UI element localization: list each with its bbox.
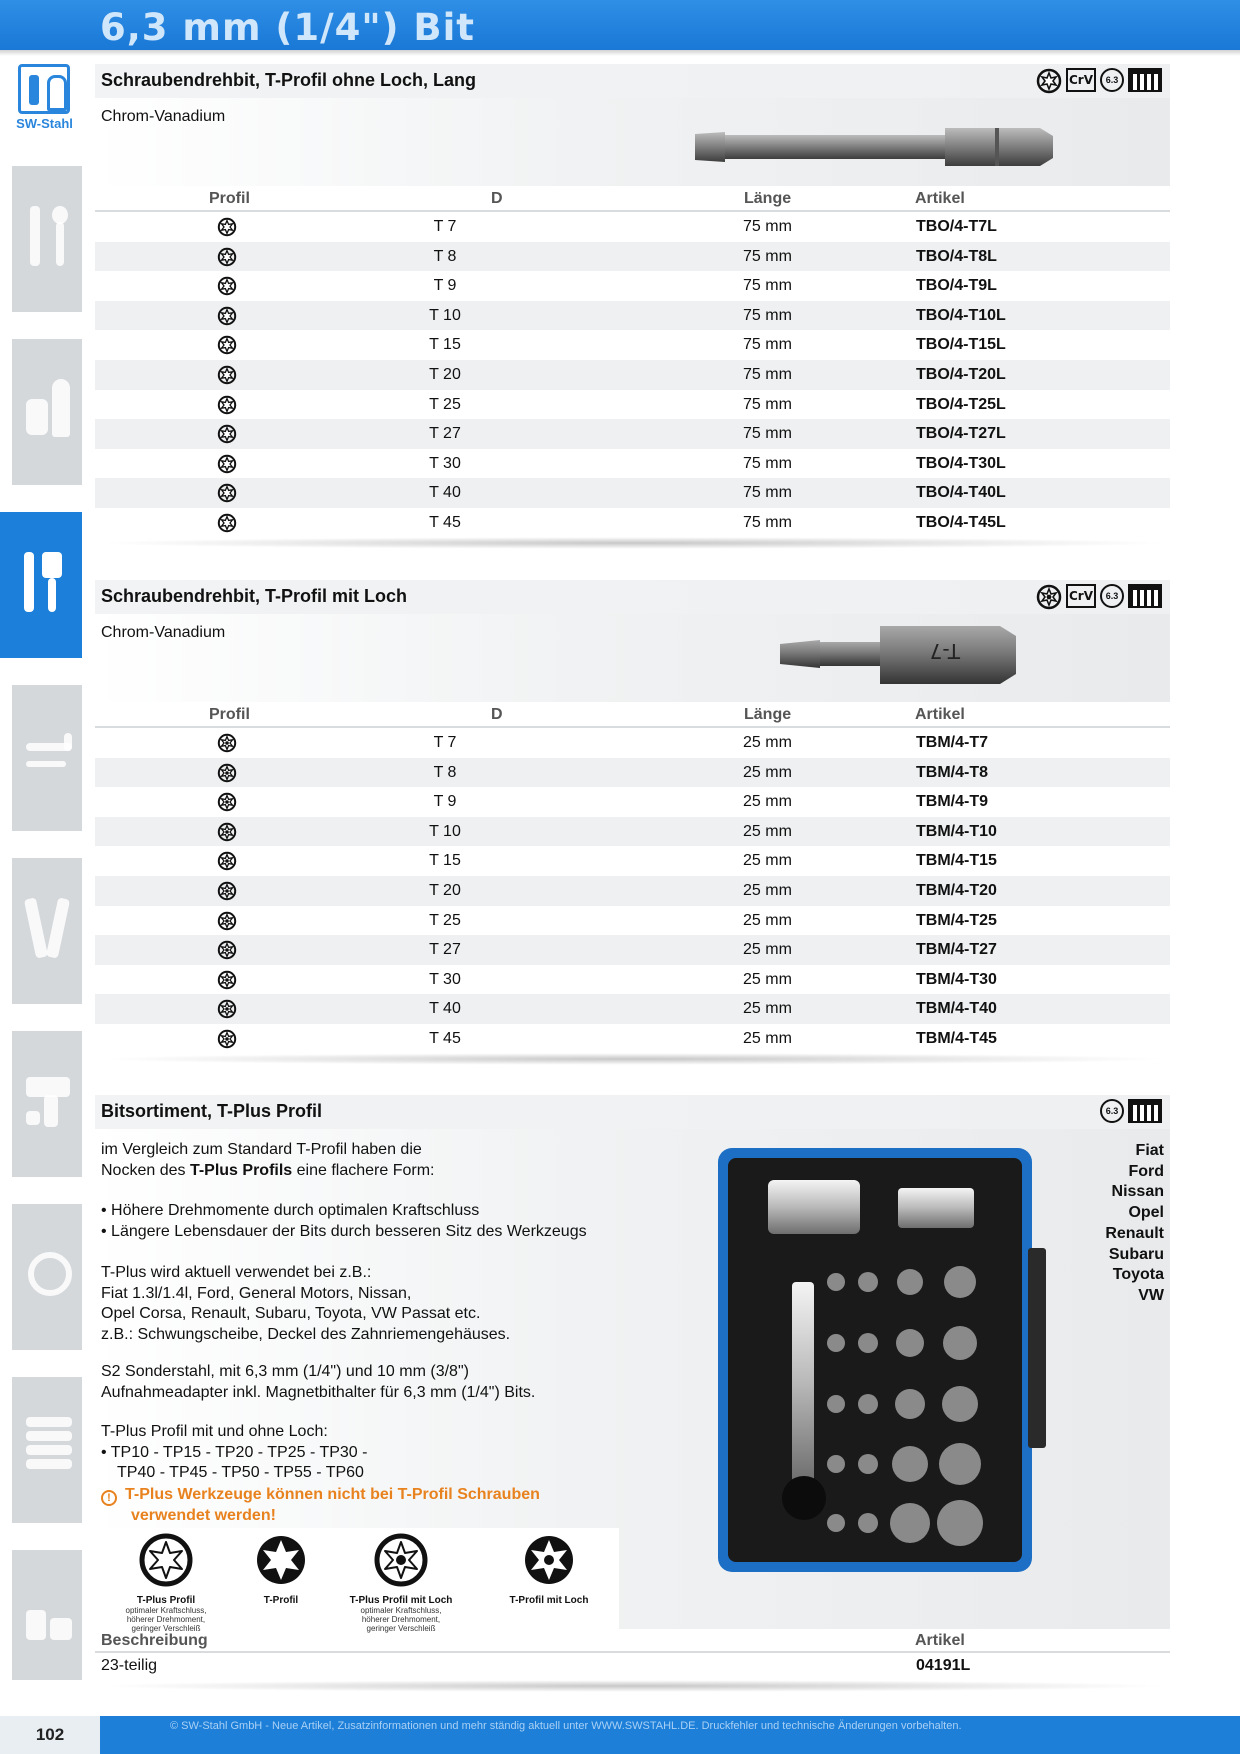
- cell-laenge: 25 mm: [743, 822, 792, 840]
- hex-6-3-icon: 6.3: [1100, 1099, 1124, 1123]
- sidebar-tab-hex-keys[interactable]: [12, 685, 82, 831]
- cell-artikel: TBO/4-T25L: [916, 395, 1006, 413]
- cell-d: T 40: [429, 1000, 461, 1018]
- section-title: Schraubendrehbit, T-Profil mit Loch: [101, 586, 408, 606]
- cell-laenge: 25 mm: [743, 852, 792, 870]
- cell-artikel: TBM/4-T40: [916, 1000, 997, 1018]
- list-item: Renault: [1105, 1224, 1164, 1242]
- torque-icon: [26, 1244, 72, 1304]
- profile-comparison: [101, 1528, 619, 1632]
- section-divider: [95, 537, 1170, 549]
- cell-laenge: 75 mm: [743, 366, 792, 383]
- col-artikel: Artikel: [915, 190, 965, 207]
- torx-icon: [217, 247, 237, 267]
- hex-key-icon: [26, 725, 72, 785]
- section-title: Bitsortiment, T-Plus Profil: [101, 1101, 323, 1121]
- cell-artikel: TBM/4-T30: [916, 970, 997, 988]
- cell-d: T 9: [433, 277, 457, 295]
- warning-icon: !: [101, 1490, 117, 1506]
- list-item: Toyota: [1112, 1266, 1164, 1284]
- torx-hole-icon: [217, 911, 237, 931]
- cell-artikel: TBM/4-T9: [916, 793, 988, 811]
- warning-note: ! T-Plus Werkzeuge können nicht bei T-Profil Schrauben verwendet werden!: [101, 1485, 540, 1526]
- cell-artikel: TBM/4-T15: [916, 852, 997, 870]
- torx-hole-icon: [217, 733, 237, 753]
- cell-laenge: 75 mm: [743, 247, 792, 265]
- table-row: [95, 1653, 1170, 1679]
- crv-icon: CrV: [1066, 68, 1096, 92]
- cell-artikel: TBM/4-T27: [916, 941, 997, 959]
- profile-t-hole: T-Profil mit Loch: [481, 1528, 617, 1632]
- cell-d: T 20: [429, 366, 461, 383]
- table-row: [95, 906, 1170, 936]
- cell-artikel: TBM/4-T10: [916, 822, 997, 840]
- long-torx-bit-image: [695, 126, 1110, 168]
- table-row: [95, 817, 1170, 847]
- section-divider: [95, 1680, 1170, 1692]
- table-row: [95, 876, 1170, 906]
- tplus-profile-icon: [138, 1532, 194, 1588]
- list-item: VW: [1138, 1286, 1164, 1304]
- page-footer: [0, 1716, 1240, 1754]
- tplus-hole-profile-icon: [373, 1532, 429, 1588]
- table-row: [95, 758, 1170, 788]
- col-laenge: Länge: [744, 190, 792, 207]
- table-row: [95, 965, 1170, 995]
- cell-artikel: TBO/4-T40L: [916, 484, 1006, 502]
- cell-d: T 45: [429, 514, 461, 531]
- col-laenge: Länge: [744, 706, 792, 723]
- sidebar-tab-bits[interactable]: [0, 512, 82, 658]
- table-header: [95, 1629, 1170, 1653]
- cell-artikel: TBM/4-T25: [916, 911, 997, 929]
- table-row: [95, 1024, 1170, 1054]
- cell-d: T 10: [429, 822, 461, 840]
- cell-laenge: 25 mm: [743, 734, 792, 751]
- cell-artikel: TBM/4-T7: [916, 734, 988, 751]
- material-label: Chrom-Vanadium: [101, 624, 226, 641]
- cell-d: T 7: [433, 734, 457, 751]
- cell-artikel: TBO/4-T45L: [916, 514, 1006, 531]
- t-hole-profile-icon: [521, 1532, 577, 1588]
- cell-d: T 20: [429, 882, 461, 899]
- cell-laenge: 75 mm: [743, 306, 792, 324]
- cell-laenge: 25 mm: [743, 793, 792, 811]
- table-row: [95, 728, 1170, 758]
- list-item: • Höhere Drehmomente durch optimalen Kraftschluss: [101, 1202, 480, 1219]
- table-row: [95, 846, 1170, 876]
- brand-list: [1105, 1141, 1164, 1307]
- logo-mark-icon: [18, 64, 70, 114]
- cell-laenge: 75 mm: [743, 218, 792, 235]
- torx-hole-icon: [217, 763, 237, 783]
- cell-laenge: 25 mm: [743, 763, 792, 781]
- table-header: [95, 702, 1170, 728]
- cell-laenge: 25 mm: [743, 941, 792, 959]
- cell-d: T 15: [429, 852, 461, 870]
- cell-laenge: 25 mm: [743, 1030, 792, 1047]
- cell-artikel: TBM/4-T45: [916, 1030, 997, 1047]
- cell-d: T 8: [433, 247, 457, 265]
- section-header-torx-hole: [95, 580, 1170, 614]
- torx-hole-icon: [217, 822, 237, 842]
- col-profil: Profil: [209, 706, 250, 723]
- cell-artikel: TBO/4-T20L: [916, 366, 1006, 383]
- bit-engraving: T-7: [929, 639, 960, 663]
- feature-icons: [1036, 584, 1162, 610]
- bit-set-contents: [728, 1158, 1022, 1562]
- cell-artikel: TBO/4-T10L: [916, 306, 1006, 324]
- section-header-tplus: [95, 1095, 1170, 1129]
- cell-artikel: TBO/4-T7L: [916, 218, 997, 235]
- torx-hole-icon: [217, 940, 237, 960]
- torx-icon: [217, 306, 237, 326]
- bit-set-case-image: [718, 1148, 1032, 1572]
- torx-icon: [217, 365, 237, 385]
- cell-d: T 27: [429, 941, 461, 959]
- tools-icon: [1128, 1099, 1162, 1123]
- cell-artikel: TBO/4-T27L: [916, 425, 1006, 443]
- cell-artikel: TBO/4-T30L: [916, 454, 1006, 472]
- torx-hole-icon: [217, 881, 237, 901]
- sidebar-tab-torque[interactable]: [12, 1204, 82, 1350]
- case-latch: [1028, 1248, 1046, 1448]
- crv-icon: CrV: [1066, 584, 1096, 608]
- cell-laenge: 75 mm: [743, 336, 792, 354]
- sizes-text: T-Plus Profil mit und ohne Loch: • TP10 - TP15 - TP20 - TP25 - TP30 - TP40 - TP45 - TP50 - TP55 - TP60: [101, 1422, 367, 1484]
- table-row: [95, 419, 1170, 449]
- col-artikel: Artikel: [915, 706, 965, 723]
- sidebar-tab-sockets[interactable]: [12, 339, 82, 485]
- table-row: [95, 242, 1170, 272]
- cell-artikel: TBM/4-T8: [916, 763, 988, 781]
- table-row: [95, 212, 1170, 242]
- cell-artikel: 04191L: [916, 1657, 971, 1674]
- table-header: [95, 186, 1170, 212]
- cell-artikel: TBO/4-T9L: [916, 277, 997, 295]
- intro-text: im Vergleich zum Standard T-Profil haben die Nocken des T-Plus Profils eine flachere Form:: [101, 1141, 435, 1179]
- profile-tplus-hole: T-Plus Profil mit Loch optimaler Kraftschluss, höherer Drehmoment, geringer Verschleiß: [331, 1528, 471, 1632]
- cell-d: T 7: [433, 218, 457, 235]
- feature-icons: [1100, 1099, 1162, 1123]
- brand-name: SW-Stahl: [16, 116, 73, 131]
- cell-laenge: 25 mm: [743, 911, 792, 929]
- cell-artikel: TBM/4-T20: [916, 882, 997, 899]
- table-row: [95, 935, 1170, 965]
- cell-d: T 30: [429, 970, 461, 988]
- table-row: [95, 449, 1170, 479]
- material-label: Chrom-Vanadium: [101, 108, 226, 125]
- table-row: [95, 994, 1170, 1024]
- tools-icon: [1128, 584, 1162, 608]
- torx-hole-icon: [217, 999, 237, 1019]
- steel-text: S2 Sonderstahl, mit 6,3 mm (1/4") und 10 mm (3/8") Aufnahmeadapter inkl. Magnetbithalter für 6,3 mm (1/4") Bits.: [101, 1363, 536, 1401]
- cell-laenge: 25 mm: [743, 1000, 792, 1018]
- col-artikel: Artikel: [915, 1632, 965, 1649]
- col-d: D: [491, 706, 503, 723]
- sidebar-tab-wrenches[interactable]: [12, 166, 82, 312]
- torx-icon: [217, 454, 237, 474]
- sidebar-tab-cabinets[interactable]: [12, 1377, 82, 1523]
- tools-icon: [1128, 68, 1162, 92]
- impact-wrench-icon: [26, 1071, 72, 1131]
- list-item: • TP10 - TP15 - TP20 - TP25 - TP30 -: [101, 1443, 368, 1461]
- workshop-icon: [26, 1590, 72, 1650]
- t-profile-icon: [253, 1532, 309, 1588]
- col-beschreibung: Beschreibung: [101, 1632, 208, 1649]
- torx-icon: [217, 424, 237, 444]
- torx-icon: [217, 217, 237, 237]
- table-row: [95, 390, 1170, 420]
- cell-laenge: 25 mm: [743, 970, 792, 988]
- list-item: Ford: [1128, 1162, 1164, 1180]
- section-header-torx-long: [95, 64, 1170, 98]
- page-number: 102: [0, 1716, 100, 1754]
- cell-laenge: 75 mm: [743, 277, 792, 295]
- cell-artikel: TBO/4-T15L: [916, 336, 1006, 354]
- list-item: Fiat: [1135, 1142, 1164, 1159]
- pliers-icon: [26, 898, 72, 958]
- table-row: [95, 301, 1170, 331]
- sidebar-tab-impact-tools[interactable]: [12, 1031, 82, 1177]
- profile-t: T-Profil: [231, 1528, 331, 1632]
- cell-beschreibung: 23-teilig: [101, 1657, 158, 1674]
- brand-logo: [12, 64, 77, 134]
- usage-text: T-Plus wird aktuell verwendet bei z.B.: Fiat 1.3l/1.4l, Ford, General Motors, Nissan, Opel Corsa, Renault, Subaru, Toyota, VW Passat etc. z.B.: Schwungscheibe, Deckel des Zahnriemengehäuses.: [101, 1264, 511, 1343]
- header-shadow: [0, 50, 1240, 56]
- torx-hole-icon: [217, 970, 237, 990]
- list-item: Nissan: [1111, 1183, 1164, 1201]
- cell-d: T 45: [429, 1030, 461, 1047]
- col-d: D: [491, 190, 503, 207]
- tool-cabinet-icon: [26, 1417, 72, 1477]
- wrench-icon: [26, 206, 72, 266]
- cell-d: T 30: [429, 454, 461, 472]
- section-title: Schraubendrehbit, T-Profil ohne Loch, Lang: [101, 70, 477, 90]
- list-item: TP40 - TP45 - TP50 - TP55 - TP60: [117, 1464, 364, 1481]
- torx-hole-icon: [1036, 584, 1062, 610]
- benefit-list: [101, 1201, 587, 1242]
- sidebar-tab-pliers[interactable]: [12, 858, 82, 1004]
- cell-laenge: 75 mm: [743, 454, 792, 472]
- cell-laenge: 25 mm: [743, 882, 792, 899]
- list-item: • Längere Lebensdauer der Bits durch besseren Sitz des Werkzeugs: [101, 1222, 587, 1240]
- profile-tplus: T-Plus Profil optimaler Kraftschluss, höherer Drehmoment, geringer Verschleiß: [101, 1528, 231, 1632]
- cell-laenge: 75 mm: [743, 425, 792, 443]
- page-title: 6,3 mm (1/4") Bit: [100, 6, 475, 49]
- table-row: [95, 787, 1170, 817]
- cell-laenge: 75 mm: [743, 514, 792, 531]
- list-item: Opel: [1128, 1204, 1164, 1222]
- torx-icon: [217, 483, 237, 503]
- cell-d: T 27: [429, 425, 461, 443]
- socket-icon: [26, 379, 72, 439]
- hex-6-3-icon: 6.3: [1100, 584, 1124, 608]
- torx-hole-icon: [217, 851, 237, 871]
- torx-icon: [217, 276, 237, 296]
- sidebar-tab-workshop[interactable]: [12, 1550, 82, 1680]
- torx-hole-icon: [217, 792, 237, 812]
- page-header: [0, 0, 1240, 50]
- bit-icon: [22, 552, 68, 612]
- table-row: [95, 360, 1170, 390]
- torx-icon: [217, 395, 237, 415]
- cell-artikel: TBO/4-T8L: [916, 247, 997, 265]
- section-divider: [95, 1053, 1170, 1065]
- torx-hole-icon: [217, 1029, 237, 1049]
- cell-d: T 40: [429, 484, 461, 502]
- copyright-text: © SW-Stahl GmbH - Neue Artikel, Zusatzinformationen und mehr ständig aktuell unter WWW.SWSTAHL.DE. Druckfehler und technische Änderungen vorbehalten.: [170, 1720, 962, 1732]
- table-row: [95, 330, 1170, 360]
- cell-d: T 9: [433, 793, 457, 811]
- table-row: [95, 478, 1170, 508]
- cell-d: T 25: [429, 911, 461, 929]
- cell-d: T 25: [429, 395, 461, 413]
- list-item: Subaru: [1108, 1245, 1164, 1263]
- feature-icons: [1036, 68, 1162, 94]
- cell-laenge: 75 mm: [743, 395, 792, 413]
- torx-icon: [217, 513, 237, 533]
- short-torx-bit-image: [780, 622, 1020, 688]
- torx-icon: [217, 335, 237, 355]
- cell-d: T 10: [429, 306, 461, 324]
- hex-6-3-icon: 6.3: [1100, 68, 1124, 92]
- table-row: [95, 508, 1170, 538]
- cell-laenge: 75 mm: [743, 484, 792, 502]
- col-profil: Profil: [209, 190, 250, 207]
- cell-d: T 8: [433, 763, 457, 781]
- torx-icon: [1036, 68, 1062, 94]
- cell-d: T 15: [429, 336, 461, 354]
- table-row: [95, 271, 1170, 301]
